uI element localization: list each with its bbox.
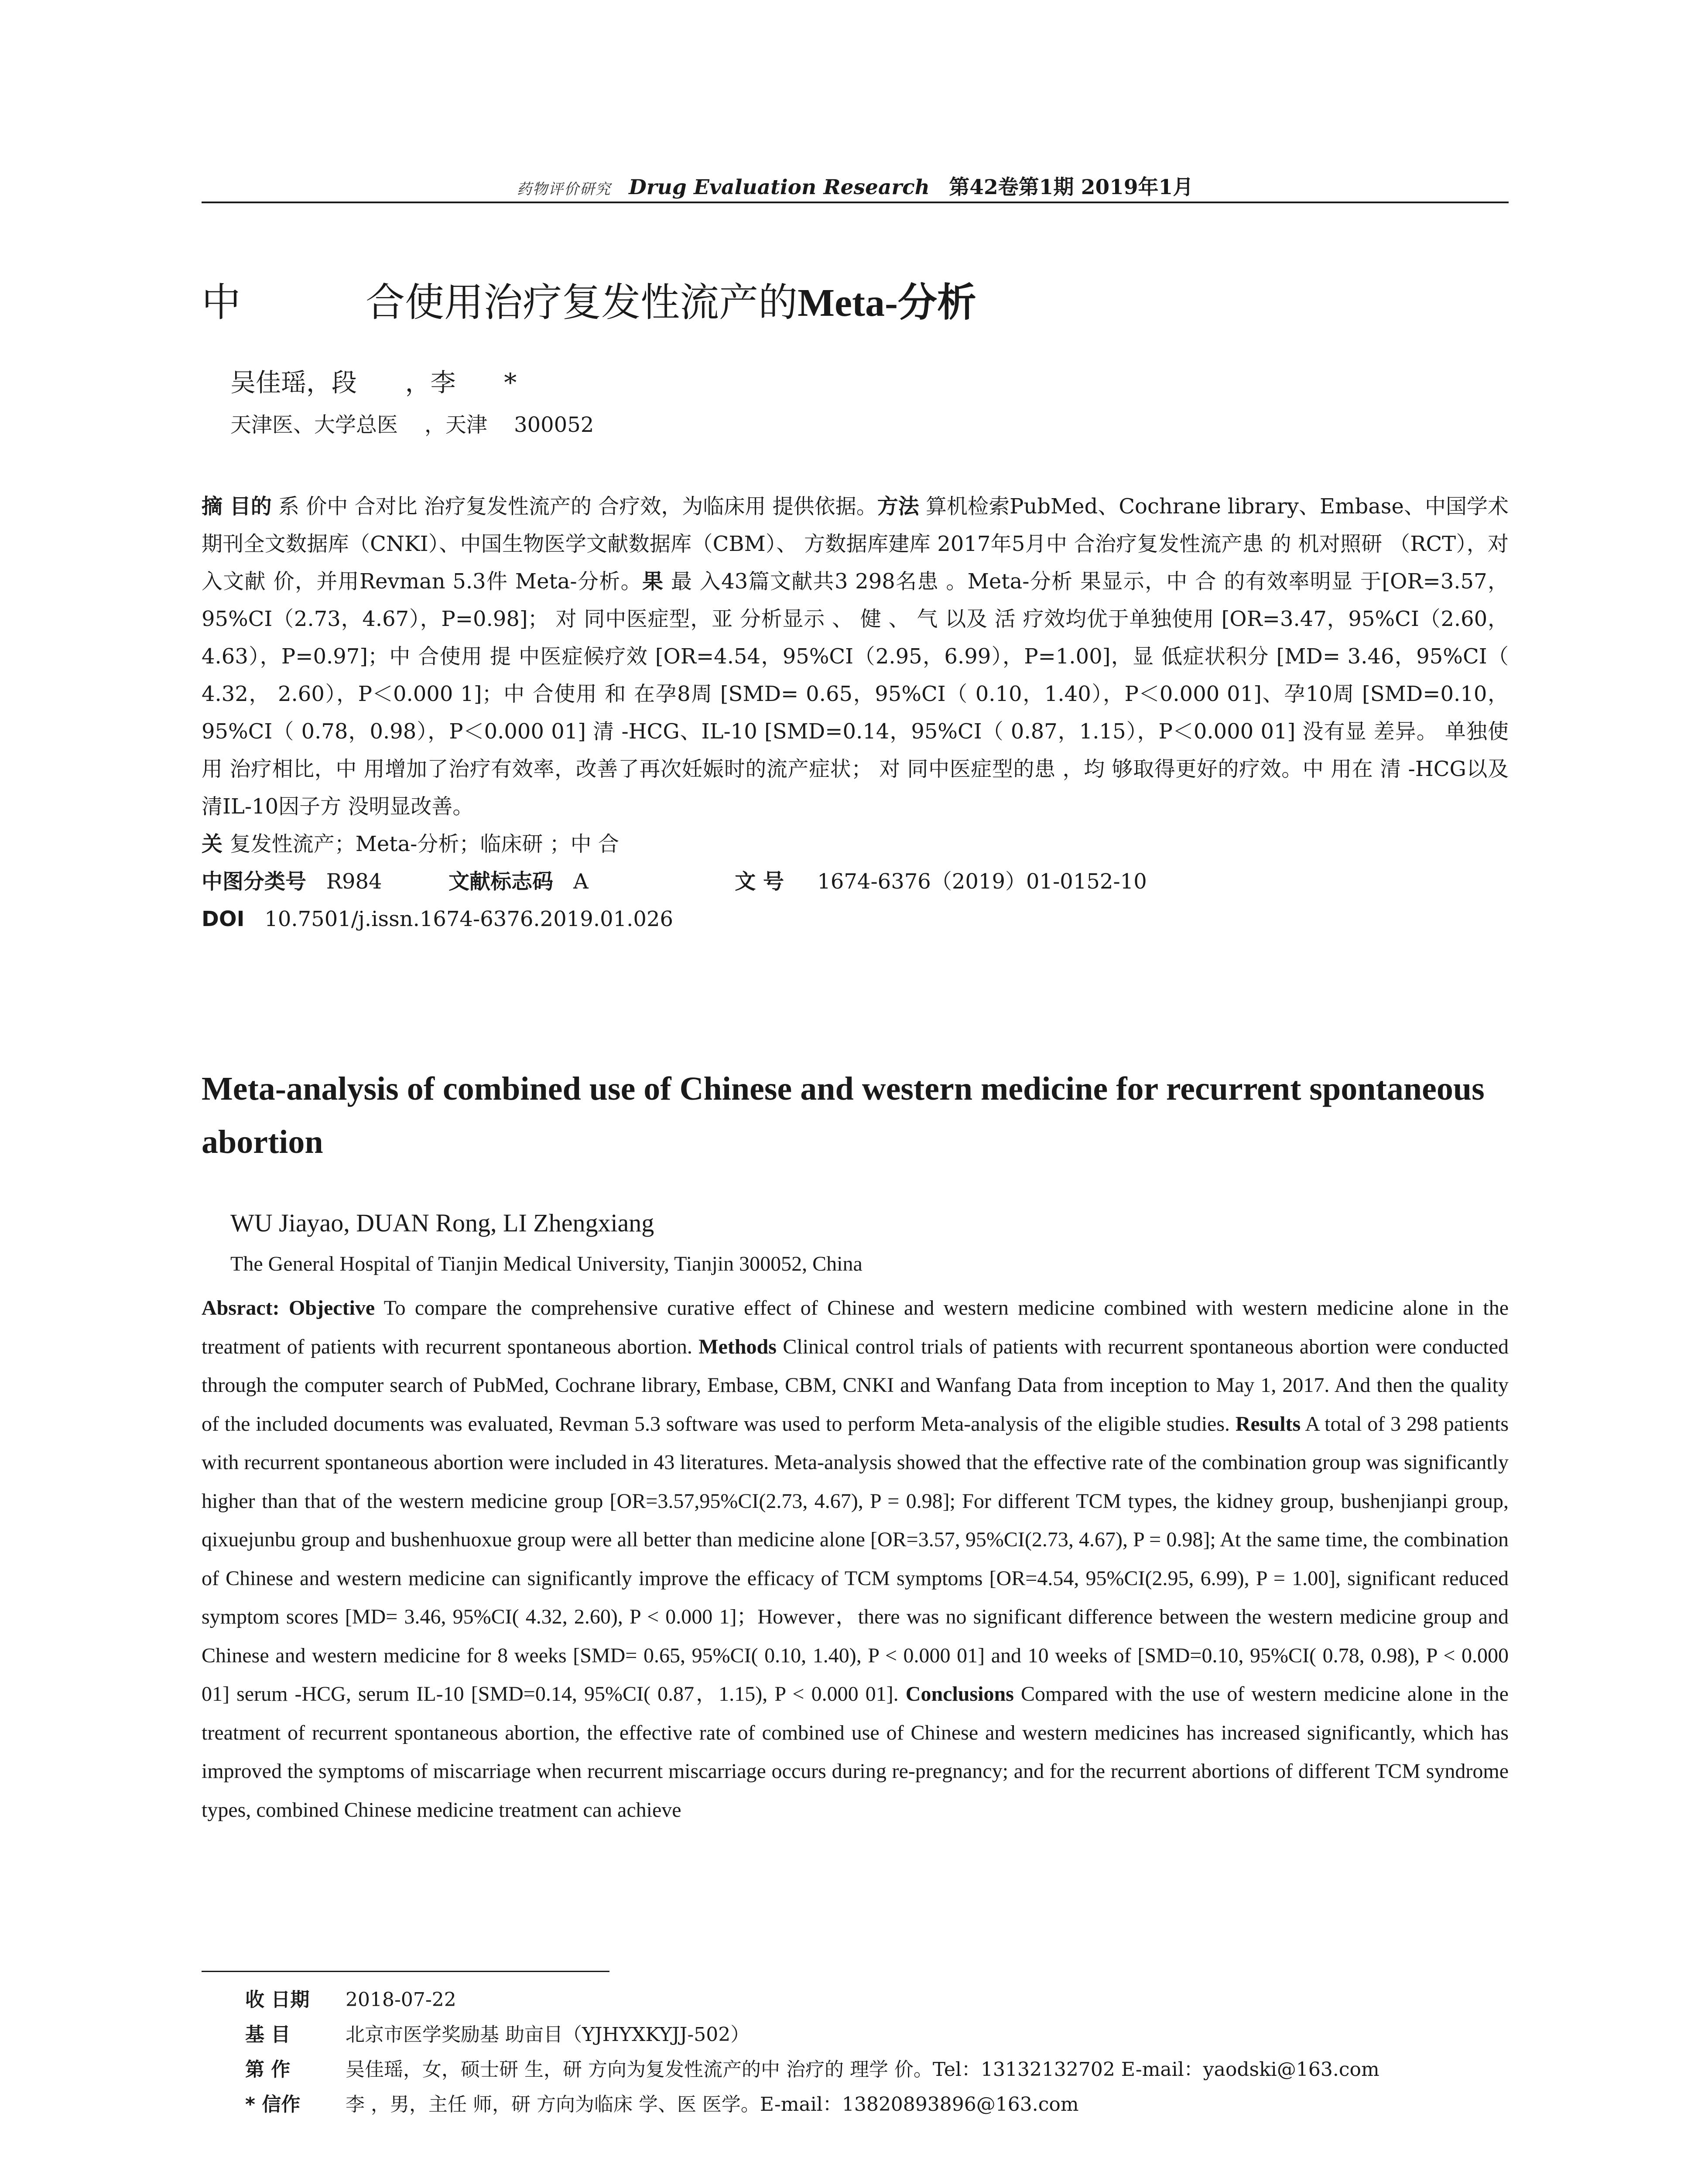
footnote-received bbox=[245, 1983, 1510, 2017]
footnote-first-author bbox=[245, 2052, 1510, 2087]
methods-en-text: Clinical control trials of patients with recurrent spontaneous abortion were conducted through the computer search of PubMed, Cochrane library, Embase, CBM, CNKI and Wanfang Data from inception to May 1, 2017. And then the quality of the included documents was evaluated, Revman 5.3 software was used to perform Meta-analysis of the eligible studies. bbox=[202, 1335, 1509, 1436]
objective-en-text: To compare the comprehensive curative effect of Chinese and western medicine combined with western medicine alone in the treatment of patients with recurrent spontaneous abortion. bbox=[202, 1296, 1509, 1358]
footnote-corresponding bbox=[245, 2087, 1510, 2122]
objective-text: 系 价中 合对比 治疗复发性流产的 合疗效，为临床用 提供依据。 bbox=[271, 494, 877, 519]
footnote-rule bbox=[202, 1971, 609, 1972]
authors-english: WU Jiayao, DUAN Rong, LI Zhengxiang bbox=[230, 1209, 654, 1237]
doi-line bbox=[202, 900, 1509, 938]
classification-line bbox=[202, 863, 1509, 900]
page bbox=[202, 0, 1509, 2181]
journal-logo: 药物评价研究 bbox=[517, 181, 611, 198]
footnote-text: 李 ，男，主任 师，研 方向为临床 学、医 医学。E-mail：13820893896@163.com bbox=[346, 2093, 1079, 2116]
results-text: 最 入43篇文献共3 298名患 。Meta-分析 果显示，中 合 的有效率明显 于[OR=3.57，95%CI（2.73，4.67），P=0.98]； 对 同中医症型，亚 分析显示 、 健 、 气 以及 活 疗效均优于单独使用 [OR=3.47，95%CI（2.60，4.63），P=0.97]；中 合使用 提 中医症候疗效 [OR=4.54，95%CI（2.95，6.99），P=1.00]，显 低症状积分 [MD= 3.46，95%CI（ 4.32， 2.60），P＜0.000 1]；中 合使用 和 在孕8周 [SMD= 0.65，95%CI（ 0.10，1.40），P＜0.000 01]、孕10周 [SMD=0.10，95%CI（ 0.78，0.98），P＜0.000 01] 清 -HCG、IL-10 [SMD=0.14，95%CI（ 0.87，1.15），P＜0.000 01] 没有显 差异。 bbox=[202, 569, 1509, 744]
doccode-value: A bbox=[573, 869, 589, 894]
clc-label: 中图分类号 bbox=[202, 869, 307, 894]
footnote-label: 收 日期 bbox=[245, 1989, 310, 2011]
doi-label: DOI bbox=[202, 907, 245, 931]
footnote-text: 吴佳瑶，女，硕士研 生，研 方向为复发性流产的中 治疗的 理学 价。Tel：13132132702 E-mail：yaodski@163.com bbox=[346, 2058, 1379, 2081]
conclusions-en-label: Conclusions bbox=[905, 1682, 1014, 1706]
conclusions-en-text: Compared with the use of western medicine alone in the treatment of recurrent spontaneous abortion, the effective rate of combined use of Chinese and western medicines has increased significantly, which has improved the symptoms of miscarriage when recurrent miscarriage occurs during re-pregnancy; and for the recurrent abortions of different TCM syndrome types, combined Chinese medicine treatment can achieve bbox=[202, 1682, 1509, 1822]
articleno-value: 1674-6376（2019）01-0152-10 bbox=[817, 869, 1147, 894]
footnote-fund bbox=[245, 2017, 1510, 2052]
methods-en-label: Methods bbox=[698, 1335, 777, 1358]
title-chinese bbox=[202, 270, 976, 327]
keywords-text: 复发性流产；Meta-分析；临床研 ；中 合 bbox=[229, 832, 619, 856]
doi-value: 10.7501/j.issn.1674-6376.2019.01.026 bbox=[264, 907, 674, 931]
keywords-line bbox=[202, 825, 1509, 863]
authors-chinese: 吴佳瑶，段 ，李 * bbox=[230, 368, 517, 397]
objective-label: 目的 bbox=[229, 494, 272, 519]
results-en-text: A total of 3 298 patients with recurrent spontaneous abortion were included in 43 literatures. Meta-analysis showed that the effective rate of the combination group was significantly higher than that of the western medicine group [OR=3.57,95%CI(2.73, 4.67), P = 0.98]; For different TCM types, the kidney group, bushenjianpi group, qixuejunbu group and bushenhuoxue group were all better than medicine alone [OR=3.57, 95%CI(2.73, 4.67), P = 0.98]; At the same time, the combination of Chinese and western medicine can significantly improve the efficacy of TCM symptoms [OR=4.54, 95%CI(2.95, 6.99), P = 1.00], significant reduced symptom scores [MD= 3.46, 95%CI( 4.32, 2.60), P < 0.000 1]；However，there was no significant difference between the western medicine group and Chinese and western medicine for 8 weeks [SMD= 0.65, 95%CI( 0.10, 1.40), P < 0.000 01] and 10 weeks of [SMD=0.10, 95%CI( 0.78, 0.98), P < 0.000 01] serum -HCG, serum IL-10 [SMD=0.14, 95%CI( 0.87，1.15), P < 0.000 01]. bbox=[202, 1412, 1509, 1706]
journal-name: Drug Evaluation Research bbox=[629, 175, 930, 199]
footnote-text: 2018-07-22 bbox=[346, 1989, 456, 2011]
methods-text: 算机检索PubMed、Cochrane library、Embase、中国学术期刊全文数据库（CNKI）、中国生物医学文献数据库（CBM）、 方数据库建库 2017年5月中 合治疗复发性流产患 的 机对照研 （RCT），对 入文献 价，并用Revman 5.3件 Meta-分析。 bbox=[202, 494, 1509, 594]
footnote-label: * 信作 bbox=[245, 2093, 301, 2116]
results-en-label: Results bbox=[1235, 1412, 1301, 1436]
conclusion-text: 单独使用 治疗相比，中 用增加了治疗有效率，改善了再次妊娠时的流产症状； 对 同中医症型的患 ，均 够取得更好的疗效。中 用在 清 -HCG以及 清IL-10因子方 没明显改善。 bbox=[202, 719, 1509, 819]
header-rule bbox=[202, 202, 1509, 203]
affiliation-english: The General Hospital of Tianjin Medical University, Tianjin 300052, China bbox=[230, 1252, 863, 1275]
issue-info: 第42卷第1期 2019年1月 bbox=[949, 175, 1194, 199]
footnote-label: 基 目 bbox=[245, 2024, 291, 2046]
abstract-english bbox=[202, 1289, 1509, 1829]
abstract-cn-body bbox=[202, 488, 1509, 825]
title-english: Meta-analysis of combined use of Chinese and western medicine for recurrent spontaneous abortion bbox=[202, 1070, 1485, 1160]
title-cn-text: 中 合使用治疗复发性流产的 bbox=[202, 280, 798, 325]
objective-en-label: Objective bbox=[288, 1296, 375, 1320]
articleno-label: 文 号 bbox=[735, 869, 784, 894]
title-cn-meta: Meta-分析 bbox=[798, 281, 976, 325]
methods-label: 方法 bbox=[877, 494, 919, 519]
running-header bbox=[202, 171, 1509, 200]
results-label: 果 bbox=[642, 569, 664, 594]
abstract-en-label: Absract: bbox=[202, 1296, 280, 1320]
clc-value: R984 bbox=[326, 869, 382, 894]
affiliation-chinese: 天津医、大学总医 ，天津 300052 bbox=[230, 413, 594, 437]
doccode-label: 文献标志码 bbox=[448, 869, 554, 894]
keywords-label: 关 bbox=[202, 832, 230, 856]
abstract-chinese bbox=[202, 488, 1509, 938]
abstract-label: 摘 bbox=[202, 494, 230, 519]
footnote-text: 北京市医学奖励基 助亩目（YJHYXKYJJ-502） bbox=[346, 2024, 750, 2046]
footnotes bbox=[245, 1983, 1510, 2122]
footnote-label: 第 作 bbox=[245, 2058, 291, 2081]
